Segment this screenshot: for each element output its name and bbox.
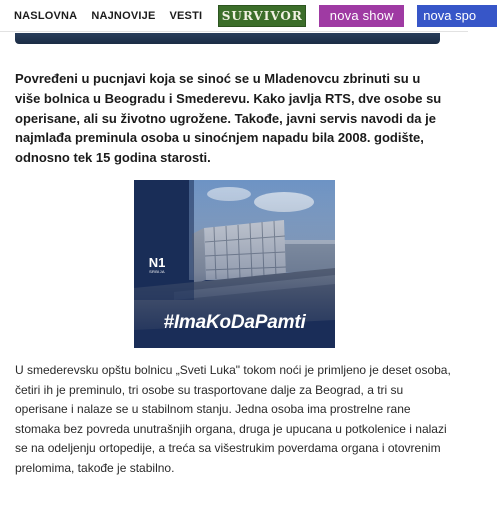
- article-lead-paragraph: Povređeni u pucnjavi koja se sinoć se u Mladenovcu zbrinuti su u više bolnica u Beogradu i Smederevu. Kako javlja RTS, dve osobe su operisane, ali su životno ugrožene. Takođe, javni servis navodi da je najmlađa preminula osoba u sinoćnjem napadu bila 2008. godište, odnosno tek 15 godina starosti.: [15, 71, 442, 166]
- nav-link-najnovije[interactable]: NAJNOVIJE: [91, 9, 156, 22]
- article-body-paragraph: U smederevsku opštu bolnicu „Sveti Luka" tokom noći je primljeno je deset osoba, četiri ih je preminulo, tri osobe su trasportovane dalje za Beograd, a tri su operisane i nalaze se u stabilnom stanju. Jedna osoba ima prostrelne rane stomaka bez povreda unutrašnjih organa, druga je upucana u potkolenice i nalazi se na odeljenju ortopedije, a treća sa višestrukim poverdama organa i otovrenim prelomima, takođe je stabilno.: [15, 363, 451, 475]
- n1-logo-text: N1: [148, 255, 166, 270]
- survivor-brand-button[interactable]: SURVIVOR: [218, 5, 306, 27]
- nav-link-vesti[interactable]: VESTI: [169, 9, 203, 22]
- novashow-brand-button[interactable]: nova show: [319, 5, 404, 27]
- nav-link-naslovna[interactable]: NASLOVNA: [14, 9, 78, 22]
- n1-logo: [144, 252, 170, 278]
- imakodapamti-banner[interactable]: [134, 180, 335, 348]
- banner-hashtag: #ImaKoDaPamti: [163, 312, 306, 333]
- top-navigation: [0, 0, 477, 32]
- novasport-brand-button[interactable]: nova spo: [417, 5, 497, 27]
- hero-image-bottom-edge: [15, 33, 440, 44]
- n1-logo-sub: SRBIJA: [149, 269, 165, 274]
